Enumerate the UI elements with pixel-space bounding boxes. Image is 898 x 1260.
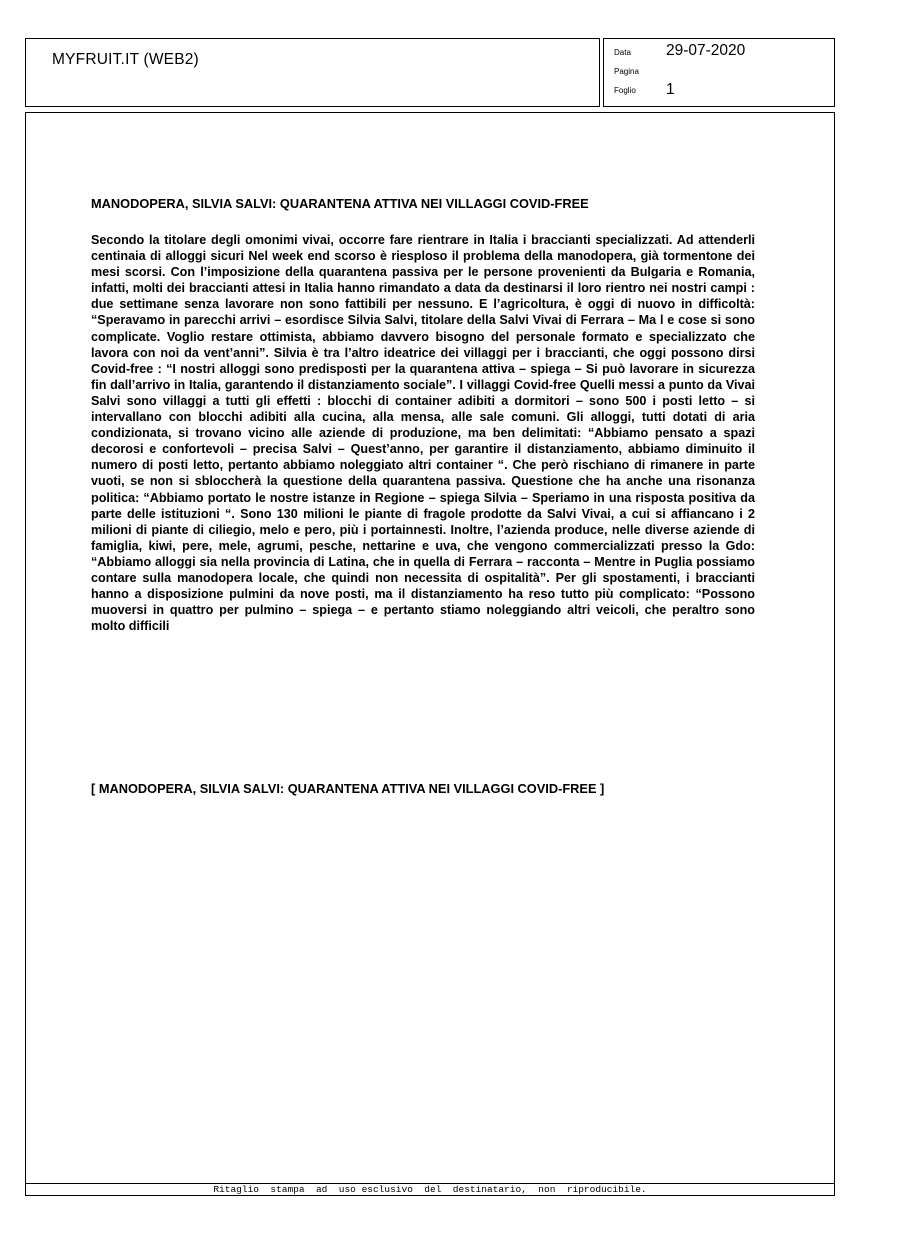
page-label: Pagina — [614, 67, 639, 76]
sheet-value: 1 — [666, 81, 675, 98]
sheet-label: Foglio — [614, 86, 636, 95]
footer-strip — [25, 1183, 835, 1196]
footer-note: Ritaglio stampa ad uso esclusivo del destinatario, non riproducibile. — [213, 1184, 647, 1195]
source-name: MYFRUIT.IT (WEB2) — [52, 51, 199, 68]
date-value: 29-07-2020 — [666, 42, 746, 59]
date-label: Data — [614, 48, 631, 57]
source-box — [25, 38, 600, 107]
meta-box — [603, 38, 835, 107]
article-footer-title: [ MANODOPERA, SILVIA SALVI: QUARANTENA ATTIVA NEI VILLAGGI COVID-FREE ] — [91, 781, 605, 796]
article-title: MANODOPERA, SILVIA SALVI: QUARANTENA ATTIVA NEI VILLAGGI COVID-FREE — [91, 196, 589, 211]
article-body: Secondo la titolare degli omonimi vivai, occorre fare rientrare in Italia i braccianti specializzati. Ad attenderli centinaia di alloggi sicuri Nel week end scorso è riesploso il problema della manodopera, già tormentone dei mesi scorsi. Con l’imposizione della quarantena passiva per le persone provenienti da Bulgaria e Romania, infatti, molti dei braccianti attesi in Italia hanno rimandato a data da destinarsi il loro rientro nei nostri campi : due settimane senza lavorare non sono fattibili per nessuno. E l’agricoltura, è oggi di nuovo in difficoltà: “Speravamo in parecchi arrivi – esordisce Silvia Salvi, titolare della Salvi Vivai di Ferrara – Ma l e cose si sono complicate. Voglio restare ottimista, abbiamo davvero bisogno del personale formato e specializzato che lavora con noi da vent’anni”. Silvia è tra l’altro ideatrice dei villaggi per i braccianti, che oggi possono dirsi Covid-free : “I nostri alloggi sono predisposti per la quarantena attiva – spiega – Si può lavorare in sicurezza fin dall’arrivo in Italia, garantendo il distanziamento sociale”. I villaggi Covid-free Quelli messi a punto da Vivai Salvi sono villaggi a tutti gli effetti : blocchi di container adibiti a dormitori – sono 500 i posti letto – si intervallano con blocchi adibiti alla cucina, alla mensa, alle sale comuni. Gli alloggi, tutti dotati di aria condizionata, si trovano vicino alle aziende di produzione, ma ben delimitati: “Abbiamo pensato a spazi decorosi e confortevoli – precisa Salvi – Quest’anno, per garantire il distanziamento, abbiamo diminuito il numero di posti letto, pertanto abbiamo noleggiato altri container “. Che però rischiano di rimanere in parte vuoti, se non si sbloccherà la questione della quarantena passiva. Questione che ha anche una risonanza politica: “Abbiamo portato le nostre istanze in Regione – spiega Silvia – Speriamo in una risposta positiva da parte delle istituzioni “. Sono 130 milioni le piante di fragole prodotte da Salvi Vivai, a cui si affiancano i 2 milioni di piante di ciliegio, melo e pero, più i portainnesti. Inoltre, l’azienda produce, nelle diverse aziende di famiglia, kiwi, pere, mele, agrumi, pesche, nettarine e uva, che vengono commercializzati presso la Gdo: “Abbiamo alloggi sia nella provincia di Latina, che in quella di Ferrara – racconta – Mentre in Puglia possiamo contare sulla manodopera locale, che quindi non necessita di ospitalità”. Per gli spostamenti, i braccianti hanno a disposizione pulmini da nove posti, ma il distanziamento ha reso tutto più complicato: “Possono muoversi in quattro per pulmino – spiega – e pertanto stiamo noleggiando altri veicoli, che peraltro sono molto difficili — [91, 233, 755, 634]
